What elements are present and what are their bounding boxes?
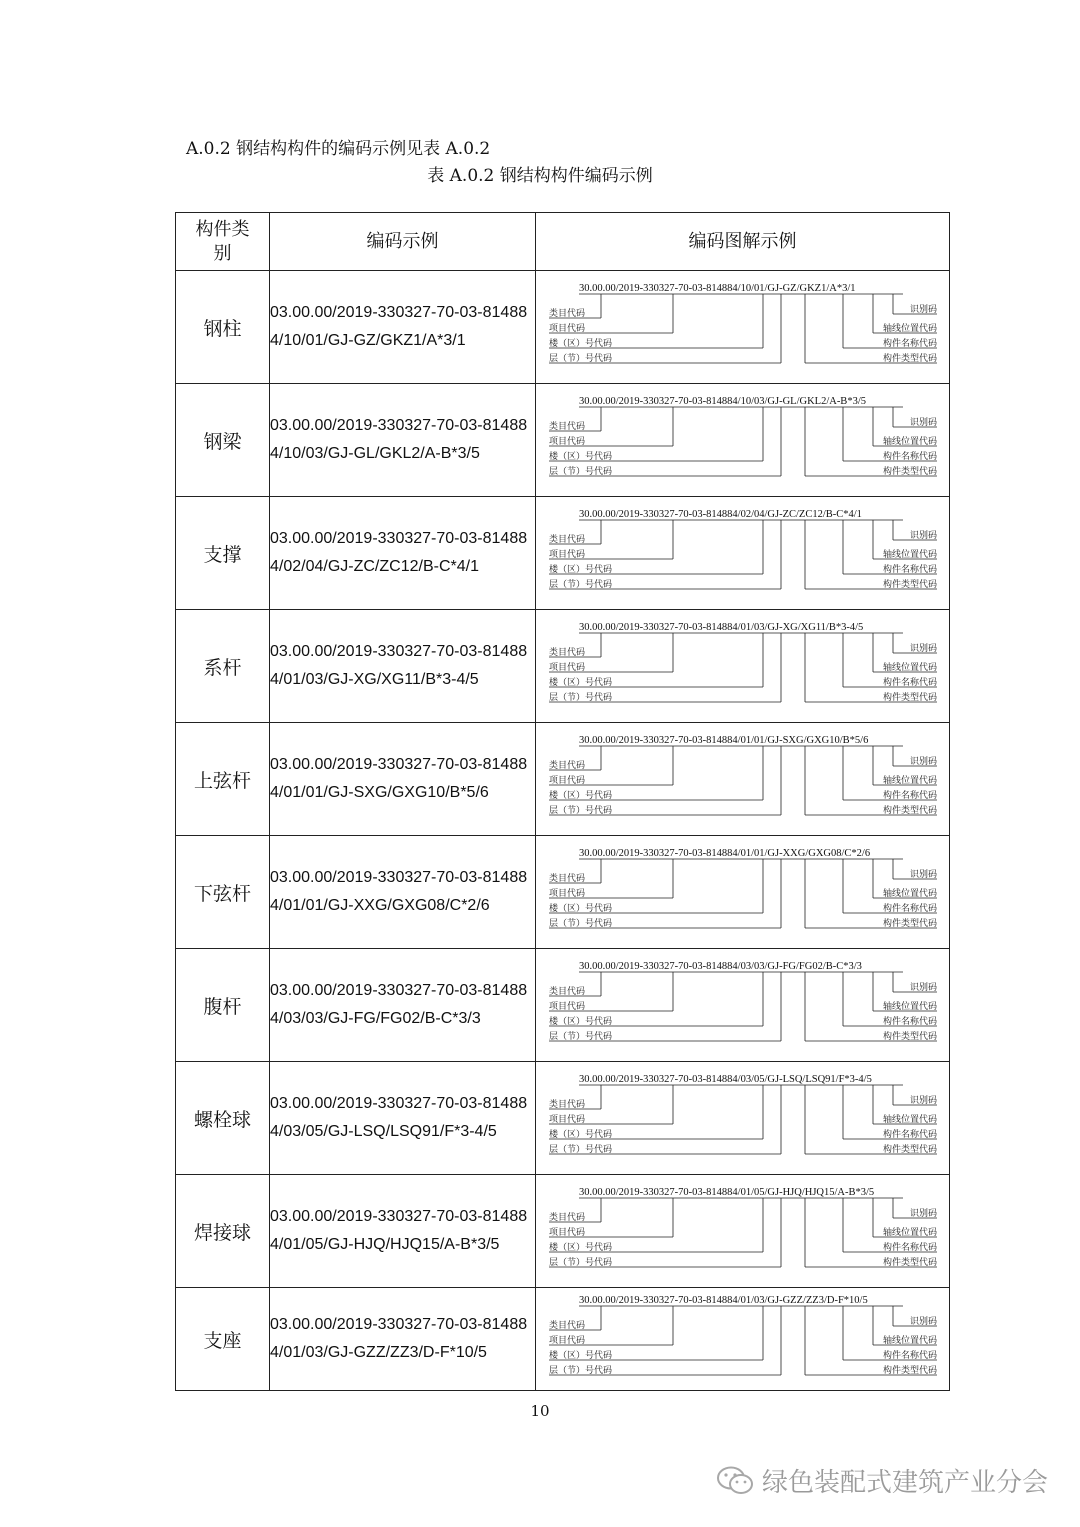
code-diagram-cell (536, 1288, 950, 1391)
table-row (176, 271, 950, 384)
diagram-left-label: 类目代码 (548, 874, 585, 884)
diagram-left-label: 项目代码 (548, 1002, 585, 1012)
diagram-right-label: 构件名称代码 (882, 339, 937, 349)
diagram-left-label: 类目代码 (548, 1100, 585, 1110)
diagram-left-label: 项目代码 (548, 776, 585, 786)
code-example-cell: 03.00.00/2019-330327-70-03-814884/01/03/GJ-XG/XG11/B*3-4/5 (270, 610, 536, 723)
diagram-right-label: 识别码 (909, 644, 937, 654)
diagram-left-label: 项目代码 (548, 889, 585, 899)
diagram-right-label: 轴线位置代码 (882, 1002, 937, 1012)
code-example-cell: 03.00.00/2019-330327-70-03-814884/10/01/GJ-GZ/GKZ1/A*3/1 (270, 271, 536, 384)
code-diagram-cell (536, 949, 950, 1062)
diagram-right-label: 构件名称代码 (882, 1130, 937, 1140)
table-header-row (176, 213, 950, 271)
diagram-left-label: 楼（区）号代码 (548, 565, 612, 575)
page-number: 10 (530, 1402, 550, 1420)
diagram-left-label: 项目代码 (548, 1115, 585, 1125)
table-row (176, 1062, 950, 1175)
diagram-right-label: 识别码 (909, 418, 937, 428)
diagram-left-label: 层（节）号代码 (548, 693, 612, 703)
diagram-code-text: 30.00.00/2019-330327-70-03-814884/01/05/GJ-HJQ/HJQ15/A-B*3/5 (578, 1187, 874, 1198)
diagram-right-label: 构件类型代码 (882, 919, 937, 929)
code-example-cell: 03.00.00/2019-330327-70-03-814884/02/04/GJ-ZC/ZC12/B-C*4/1 (270, 497, 536, 610)
code-diagram-cell (536, 836, 950, 949)
code-diagram (543, 1288, 943, 1390)
diagram-left-label: 层（节）号代码 (548, 1145, 612, 1155)
diagram-right-label: 构件类型代码 (882, 806, 937, 816)
diagram-left-label: 项目代码 (548, 550, 585, 560)
code-diagram-cell (536, 723, 950, 836)
diagram-left-label: 类目代码 (548, 648, 585, 658)
code-example-cell: 03.00.00/2019-330327-70-03-814884/01/05/GJ-HJQ/HJQ15/A-B*3/5 (270, 1175, 536, 1288)
diagram-right-label: 构件名称代码 (882, 452, 937, 462)
component-type-cell: 上弦杆 (176, 723, 270, 836)
code-example-cell: 03.00.00/2019-330327-70-03-814884/03/03/GJ-FG/FG02/B-C*3/3 (270, 949, 536, 1062)
diagram-left-label: 项目代码 (548, 663, 585, 673)
diagram-left-label: 类目代码 (548, 535, 585, 545)
code-example-cell: 03.00.00/2019-330327-70-03-814884/01/03/GJ-GZZ/ZZ3/D-F*10/5 (270, 1288, 536, 1391)
table-row (176, 1175, 950, 1288)
code-diagram (543, 615, 943, 717)
watermark (716, 1462, 1048, 1499)
diagram-code-text: 30.00.00/2019-330327-70-03-814884/03/03/GJ-FG/FG02/B-C*3/3 (578, 961, 862, 972)
diagram-right-label: 轴线位置代码 (882, 324, 937, 334)
component-type-cell: 下弦杆 (176, 836, 270, 949)
diagram-right-label: 识别码 (909, 1209, 937, 1219)
table-row (176, 1288, 950, 1391)
wechat-icon (716, 1465, 754, 1497)
diagram-right-label: 构件类型代码 (882, 580, 937, 590)
diagram-left-label: 楼（区）号代码 (548, 1017, 612, 1027)
diagram-left-label: 楼（区）号代码 (548, 1130, 612, 1140)
diagram-code-text: 30.00.00/2019-330327-70-03-814884/01/01/GJ-XXG/GXG08/C*2/6 (578, 848, 870, 859)
code-example-cell: 03.00.00/2019-330327-70-03-814884/03/05/GJ-LSQ/LSQ91/F*3-4/5 (270, 1062, 536, 1175)
header-diagram-example: 编码图解示例 (536, 213, 950, 271)
diagram-right-label: 构件名称代码 (882, 1243, 937, 1253)
diagram-right-label: 识别码 (909, 531, 937, 541)
component-type-cell: 支撑 (176, 497, 270, 610)
diagram-right-label: 构件名称代码 (882, 791, 937, 801)
code-diagram (543, 1067, 943, 1169)
diagram-left-label: 项目代码 (548, 324, 585, 334)
diagram-left-label: 楼（区）号代码 (548, 678, 612, 688)
code-diagram-cell (536, 1175, 950, 1288)
diagram-left-label: 类目代码 (548, 987, 585, 997)
diagram-left-label: 楼（区）号代码 (548, 339, 612, 349)
diagram-left-label: 类目代码 (548, 422, 585, 432)
diagram-code-text: 30.00.00/2019-330327-70-03-814884/10/03/GJ-GL/GKL2/A-B*3/5 (578, 396, 866, 407)
diagram-code-text: 30.00.00/2019-330327-70-03-814884/03/05/GJ-LSQ/LSQ91/F*3-4/5 (578, 1074, 872, 1085)
diagram-left-label: 类目代码 (548, 1213, 585, 1223)
diagram-left-label: 项目代码 (548, 1228, 585, 1238)
code-diagram-cell (536, 384, 950, 497)
table-row (176, 949, 950, 1062)
table-row (176, 723, 950, 836)
diagram-left-label: 层（节）号代码 (548, 1366, 612, 1376)
diagram-right-label: 构件类型代码 (882, 1366, 937, 1376)
diagram-right-label: 识别码 (909, 757, 937, 767)
diagram-left-label: 层（节）号代码 (548, 1032, 612, 1042)
diagram-right-label: 识别码 (909, 983, 937, 993)
diagram-right-label: 识别码 (909, 870, 937, 880)
code-diagram-cell (536, 1062, 950, 1175)
diagram-right-label: 构件名称代码 (882, 678, 937, 688)
diagram-code-text: 30.00.00/2019-330327-70-03-814884/01/01/GJ-SXG/GXG10/B*5/6 (578, 735, 868, 746)
header-code-example: 编码示例 (270, 213, 536, 271)
coding-examples-table (175, 212, 950, 1391)
code-diagram (543, 841, 943, 943)
diagram-left-label: 层（节）号代码 (548, 580, 612, 590)
diagram-right-label: 轴线位置代码 (882, 889, 937, 899)
watermark-text: 绿色装配式建筑产业分会 (761, 1468, 1048, 1498)
table-row (176, 610, 950, 723)
code-example-cell: 03.00.00/2019-330327-70-03-814884/01/01/GJ-XXG/GXG08/C*2/6 (270, 836, 536, 949)
diagram-right-label: 构件类型代码 (882, 467, 937, 477)
component-type-cell: 腹杆 (176, 949, 270, 1062)
component-type-cell: 支座 (176, 1288, 270, 1391)
table-row (176, 384, 950, 497)
diagram-right-label: 轴线位置代码 (882, 437, 937, 447)
diagram-left-label: 类目代码 (548, 309, 585, 319)
table-body (176, 271, 950, 1391)
diagram-left-label: 楼（区）号代码 (548, 452, 612, 462)
component-type-cell: 焊接球 (176, 1175, 270, 1288)
diagram-left-label: 项目代码 (548, 437, 585, 447)
diagram-code-text: 30.00.00/2019-330327-70-03-814884/01/03/GJ-GZZ/ZZ3/D-F*10/5 (578, 1295, 868, 1306)
diagram-right-label: 构件名称代码 (882, 904, 937, 914)
table-row (176, 497, 950, 610)
component-type-cell: 系杆 (176, 610, 270, 723)
component-type-cell: 螺栓球 (176, 1062, 270, 1175)
diagram-left-label: 层（节）号代码 (548, 919, 612, 929)
diagram-right-label: 构件名称代码 (882, 1351, 937, 1361)
diagram-right-label: 轴线位置代码 (882, 1115, 937, 1125)
diagram-right-label: 构件类型代码 (882, 693, 937, 703)
diagram-code-text: 30.00.00/2019-330327-70-03-814884/01/03/GJ-XG/XG11/B*3-4/5 (578, 622, 863, 633)
diagram-right-label: 识别码 (909, 1317, 937, 1327)
component-type-cell: 钢柱 (176, 271, 270, 384)
table-caption: 表 A.0.2 钢结构构件编码示例 (427, 166, 653, 186)
diagram-left-label: 项目代码 (548, 1336, 585, 1346)
diagram-right-label: 轴线位置代码 (882, 1336, 937, 1346)
code-example-cell: 03.00.00/2019-330327-70-03-814884/10/03/GJ-GL/GKL2/A-B*3/5 (270, 384, 536, 497)
diagram-left-label: 楼（区）号代码 (548, 1351, 612, 1361)
code-diagram (543, 276, 943, 378)
code-diagram-cell (536, 497, 950, 610)
diagram-right-label: 识别码 (909, 305, 937, 315)
diagram-right-label: 轴线位置代码 (882, 663, 937, 673)
code-diagram (543, 954, 943, 1056)
diagram-left-label: 类目代码 (548, 761, 585, 771)
code-diagram-cell (536, 610, 950, 723)
component-type-cell: 钢梁 (176, 384, 270, 497)
diagram-left-label: 层（节）号代码 (548, 354, 612, 364)
diagram-right-label: 构件名称代码 (882, 565, 937, 575)
code-diagram-cell (536, 271, 950, 384)
diagram-right-label: 构件类型代码 (882, 1032, 937, 1042)
diagram-left-label: 类目代码 (548, 1321, 585, 1331)
diagram-right-label: 构件名称代码 (882, 1017, 937, 1027)
diagram-code-text: 30.00.00/2019-330327-70-03-814884/02/04/GJ-ZC/ZC12/B-C*4/1 (578, 509, 862, 520)
diagram-left-label: 层（节）号代码 (548, 467, 612, 477)
diagram-right-label: 构件类型代码 (882, 1258, 937, 1268)
diagram-right-label: 轴线位置代码 (882, 776, 937, 786)
header-component-type: 构件类别 (176, 213, 270, 271)
diagram-right-label: 轴线位置代码 (882, 1228, 937, 1238)
diagram-left-label: 楼（区）号代码 (548, 791, 612, 801)
code-diagram (543, 502, 943, 604)
diagram-right-label: 构件类型代码 (882, 1145, 937, 1155)
code-diagram (543, 1180, 943, 1282)
table-row (176, 836, 950, 949)
diagram-code-text: 30.00.00/2019-330327-70-03-814884/10/01/GJ-GZ/GKZ1/A*3/1 (578, 283, 855, 294)
code-diagram (543, 389, 943, 491)
diagram-right-label: 识别码 (909, 1096, 937, 1106)
diagram-left-label: 楼（区）号代码 (548, 904, 612, 914)
diagram-left-label: 楼（区）号代码 (548, 1243, 612, 1253)
diagram-right-label: 构件类型代码 (882, 354, 937, 364)
section-heading: A.0.2 钢结构构件的编码示例见表 A.0.2 (186, 139, 491, 159)
diagram-left-label: 层（节）号代码 (548, 806, 612, 816)
code-example-cell: 03.00.00/2019-330327-70-03-814884/01/01/GJ-SXG/GXG10/B*5/6 (270, 723, 536, 836)
diagram-left-label: 层（节）号代码 (548, 1258, 612, 1268)
diagram-right-label: 轴线位置代码 (882, 550, 937, 560)
code-diagram (543, 728, 943, 830)
